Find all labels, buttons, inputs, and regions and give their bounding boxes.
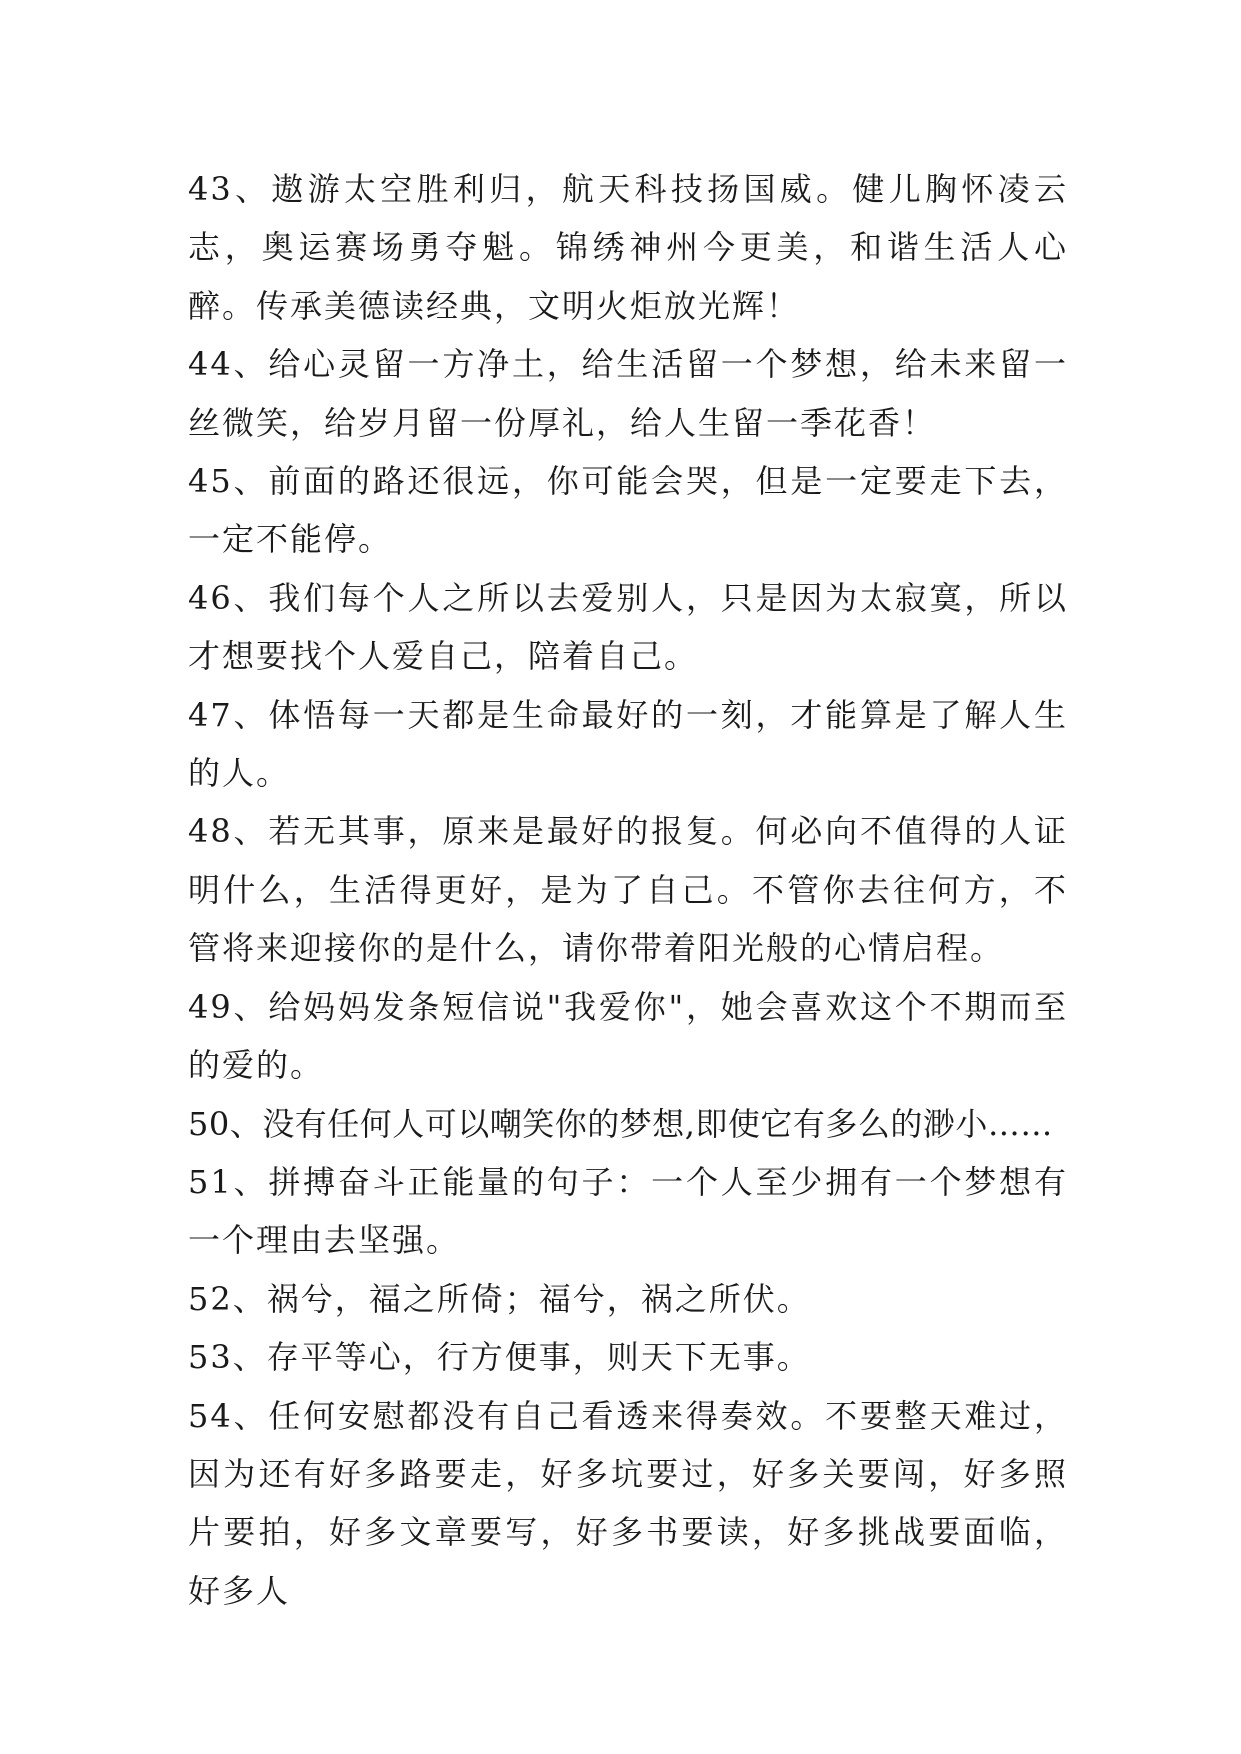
- paragraph-43: [188, 160, 1068, 335]
- paragraph-text: 我们每个人之所以去爱别人，只是因为太寂寞，所以才想要找个人爱自己，陪着自己。: [188, 578, 1068, 676]
- paragraph-47: [188, 686, 1068, 803]
- paragraph-text: 若无其事，原来是最好的报复。何必向不值得的人证明什么，生活得更好，是为了自己。不管你去往何方，不管将来迎接你的是什么，请你带着阳光般的心情启程。: [188, 812, 1068, 968]
- paragraph-45: [188, 452, 1068, 569]
- paragraph-number: 43、: [188, 170, 272, 208]
- paragraph-text: 没有任何人可以嘲笑你的梦想,即使它有多么的渺小……: [262, 1104, 1053, 1143]
- paragraph-number: 45、: [188, 462, 269, 501]
- paragraph-text: 遨游太空胜利归，航天科技扬国威。健儿胸怀凌云志，奥运赛场勇夺魁。锦绣神州今更美，和谐生活人心醉。传承美德读经典，文明火炬放光辉！: [188, 170, 1068, 325]
- paragraph-54: [188, 1387, 1068, 1621]
- paragraph-number: 51、: [188, 1162, 269, 1201]
- paragraph-text: 存平等心，行方便事，则天下无事。: [266, 1338, 811, 1377]
- paragraph-44: [188, 335, 1068, 452]
- paragraph-number: 50、: [188, 1104, 263, 1143]
- paragraph-51: [188, 1153, 1068, 1270]
- paragraph-text: 给妈妈发条短信说"我爱你"，她会喜欢这个不期而至的爱的。: [188, 987, 1068, 1085]
- paragraph-50: [188, 1095, 1068, 1153]
- paragraph-number: 44、: [188, 345, 269, 384]
- paragraph-46: [188, 569, 1068, 686]
- paragraph-text: 拼搏奋斗正能量的句子：一个人至少拥有一个梦想有一个理由去坚强。: [188, 1162, 1068, 1260]
- paragraph-text: 给心灵留一方净土，给生活留一个梦想，给未来留一丝微笑，给岁月留一份厚礼，给人生留一季花香！: [188, 345, 1068, 442]
- paragraph-48: [188, 802, 1068, 977]
- paragraph-number: 54、: [188, 1396, 269, 1435]
- paragraph-text: 体悟每一天都是生命最好的一刻，才能算是了解人生的人。: [188, 695, 1068, 793]
- paragraph-number: 53、: [188, 1338, 267, 1377]
- text-block: [188, 160, 1068, 1620]
- paragraph-52: [188, 1270, 1068, 1328]
- paragraph-number: 52、: [188, 1279, 267, 1318]
- paragraph-text: 任何安慰都没有自己看透来得奏效。不要整天难过，因为还有好多路要走，好多坑要过，好多关要闯，好多照片要拍，好多文章要写，好多书要读，好多挑战要面临，好多人: [188, 1396, 1068, 1610]
- paragraph-number: 46、: [188, 578, 269, 617]
- paragraph-text: 祸兮，福之所倚；福兮，祸之所伏。: [266, 1279, 811, 1318]
- paragraph-text: 前面的路还很远，你可能会哭，但是一定要走下去，一定不能停。: [188, 462, 1068, 559]
- paragraph-number: 47、: [188, 695, 269, 734]
- paragraph-number: 49、: [188, 987, 269, 1026]
- paragraph-53: [188, 1328, 1068, 1386]
- paragraph-number: 48、: [188, 812, 269, 851]
- paragraph-49: [188, 978, 1068, 1095]
